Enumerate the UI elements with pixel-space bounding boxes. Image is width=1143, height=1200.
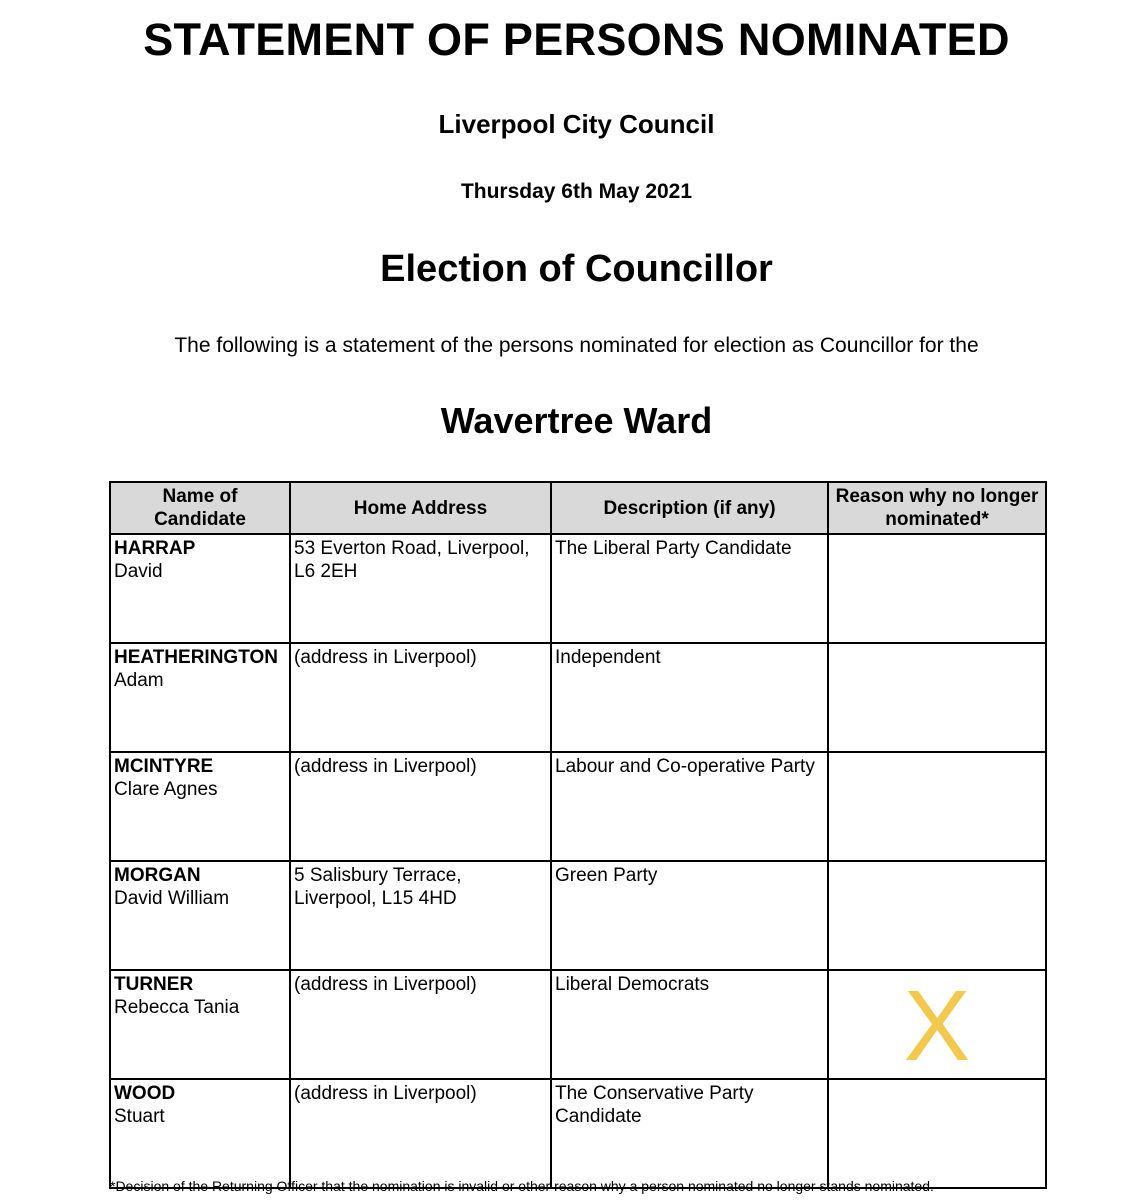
- table-row: [110, 752, 1046, 861]
- candidate-surname: HEATHERINGTON: [114, 647, 278, 668]
- election-heading: Election of Councillor: [380, 248, 773, 290]
- candidate-address: (address in Liverpool): [290, 1079, 551, 1188]
- candidate-reason: [828, 643, 1046, 752]
- candidate-reason: [828, 534, 1046, 643]
- candidate-reason: [828, 861, 1046, 970]
- candidate-description: Independent: [551, 643, 828, 752]
- candidate-description: The Liberal Party Candidate: [551, 534, 828, 643]
- header-address: Home Address: [290, 482, 551, 534]
- candidate-surname: MORGAN: [114, 865, 201, 886]
- candidate-address: (address in Liverpool): [290, 752, 551, 861]
- header-reason: Reason why no longer nominated*: [828, 482, 1046, 534]
- candidate-address: (address in Liverpool): [290, 970, 551, 1079]
- table-row: [110, 1079, 1046, 1188]
- candidate-address: 5 Salisbury Terrace, Liverpool, L15 4HD: [290, 861, 551, 970]
- candidate-description: Liberal Democrats: [551, 970, 828, 1079]
- candidate-name-cell: [110, 534, 290, 643]
- header-name: Name of Candidate: [110, 482, 290, 534]
- candidate-description: Labour and Co-operative Party: [551, 752, 828, 861]
- candidate-description: The Conservative Party Candidate: [551, 1079, 828, 1188]
- intro-text: The following is a statement of the persons nominated for election as Councillor for the: [174, 334, 979, 357]
- table-row: [110, 534, 1046, 643]
- candidate-reason: [828, 752, 1046, 861]
- footnote: *Decision of the Returning Officer that the nomination is invalid or other reason why a person nominated no longer stands nominated.: [110, 1178, 934, 1194]
- candidate-surname: HARRAP: [114, 538, 196, 559]
- candidate-surname: TURNER: [114, 974, 194, 995]
- candidate-surname: MCINTYRE: [114, 756, 214, 777]
- election-date: Thursday 6th May 2021: [460, 180, 693, 203]
- ward-name: Wavertree Ward: [440, 400, 713, 441]
- candidate-name-cell: [110, 643, 290, 752]
- header-description: Description (if any): [551, 482, 828, 534]
- withdrawn-x-mark: X: [903, 970, 971, 1082]
- candidate-description: Green Party: [551, 861, 828, 970]
- candidate-forename: Stuart: [114, 1106, 165, 1127]
- candidate-forename: David: [114, 561, 163, 582]
- table-row: [110, 643, 1046, 752]
- candidate-name-cell: [110, 1079, 290, 1188]
- document-title: STATEMENT OF PERSONS NOMINATED: [143, 14, 1010, 65]
- candidate-forename: Rebecca Tania: [114, 997, 240, 1018]
- council-name: Liverpool City Council: [438, 109, 715, 139]
- candidate-name-cell: [110, 752, 290, 861]
- candidate-address: (address in Liverpool): [290, 643, 551, 752]
- nominations-table: [109, 481, 1047, 1189]
- candidate-reason: [828, 1079, 1046, 1188]
- candidate-reason: [828, 970, 1046, 1082]
- candidate-forename: Clare Agnes: [114, 779, 218, 800]
- candidate-forename: David William: [114, 888, 230, 909]
- table-row: [110, 861, 1046, 970]
- candidate-forename: Adam: [114, 670, 164, 691]
- candidate-name-cell: [110, 861, 290, 970]
- table-row: [110, 970, 1046, 1079]
- candidate-name-cell: [110, 970, 290, 1079]
- candidate-address: 53 Everton Road, Liverpool, L6 2EH: [290, 534, 551, 643]
- table-header-row: [110, 482, 1046, 534]
- candidate-surname: WOOD: [114, 1083, 176, 1104]
